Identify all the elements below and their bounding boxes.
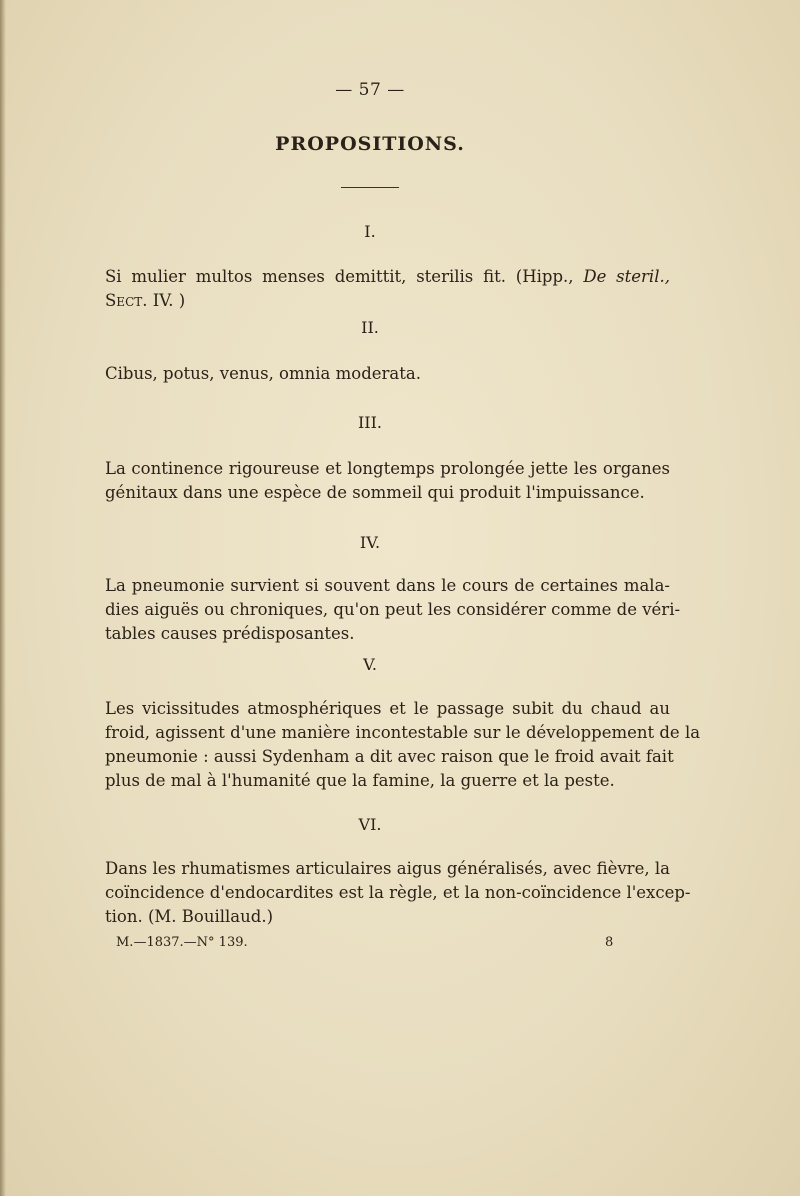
title-divider [341, 187, 399, 188]
section-text-1 [105, 265, 670, 313]
section-text-2 [105, 362, 670, 386]
text-line: génitaux dans une espèce de sommeil qui produit l'impuissance. [105, 483, 645, 502]
text-line: coïncidence d'endocardites est la règle, et la non-coïncidence l'excep- [105, 883, 691, 902]
section-numeral-3: III. [357, 413, 383, 432]
text-segment: Si mulier multos menses demittit, sterilis fit. (Hipp., [105, 267, 584, 286]
text-segment-italic: De steril., [583, 267, 670, 286]
text-line: La continence rigoureuse et longtemps prolongée jette les organes [105, 459, 670, 478]
text-line: plus de mal à l'humanité que la famine, la guerre et la peste. [105, 771, 615, 790]
text-segment: Sect. IV. ) [105, 291, 186, 310]
text-line: Dans les rhumatismes articulaires aigus généralisés, avec fièvre, la [105, 859, 670, 878]
text-line: La pneumonie survient si souvent dans le cours de certaines mala- [105, 576, 670, 595]
text-line: dies aiguës ou chroniques, qu'on peut les considérer comme de véri- [105, 600, 681, 619]
text-line [105, 265, 670, 289]
section-text-4 [105, 574, 681, 646]
text-line: froid, agissent d'une manière incontestable sur le développement de la [105, 723, 701, 742]
text-line: Les vicissitudes atmosphériques et le passage subit du chaud au [105, 699, 670, 718]
text-line: pneumonie : aussi Sydenham a dit avec raison que le froid avait fait [105, 747, 674, 766]
section-text-3 [105, 457, 670, 505]
section-numeral-1: I. [364, 222, 376, 241]
page-edge-shadow [0, 0, 6, 1196]
section-text-5 [105, 697, 701, 793]
signature-mark: M.—1837.—N° 139. [116, 935, 248, 950]
page-number: — 57 — [335, 80, 405, 100]
section-text-6 [105, 857, 691, 929]
page-title: PROPOSITIONS. [275, 133, 465, 155]
text-line: tion. (M. Bouillaud.) [105, 907, 274, 926]
text-line: Cibus, potus, venus, omnia moderata. [105, 364, 421, 383]
section-numeral-6: VI. [358, 815, 382, 834]
text-line [105, 289, 670, 313]
sheet-number: 8 [605, 935, 614, 950]
text-line: tables causes prédisposantes. [105, 624, 355, 643]
section-numeral-5: V. [363, 655, 377, 674]
section-numeral-4: IV. [359, 533, 381, 552]
section-numeral-2: II. [361, 318, 379, 337]
